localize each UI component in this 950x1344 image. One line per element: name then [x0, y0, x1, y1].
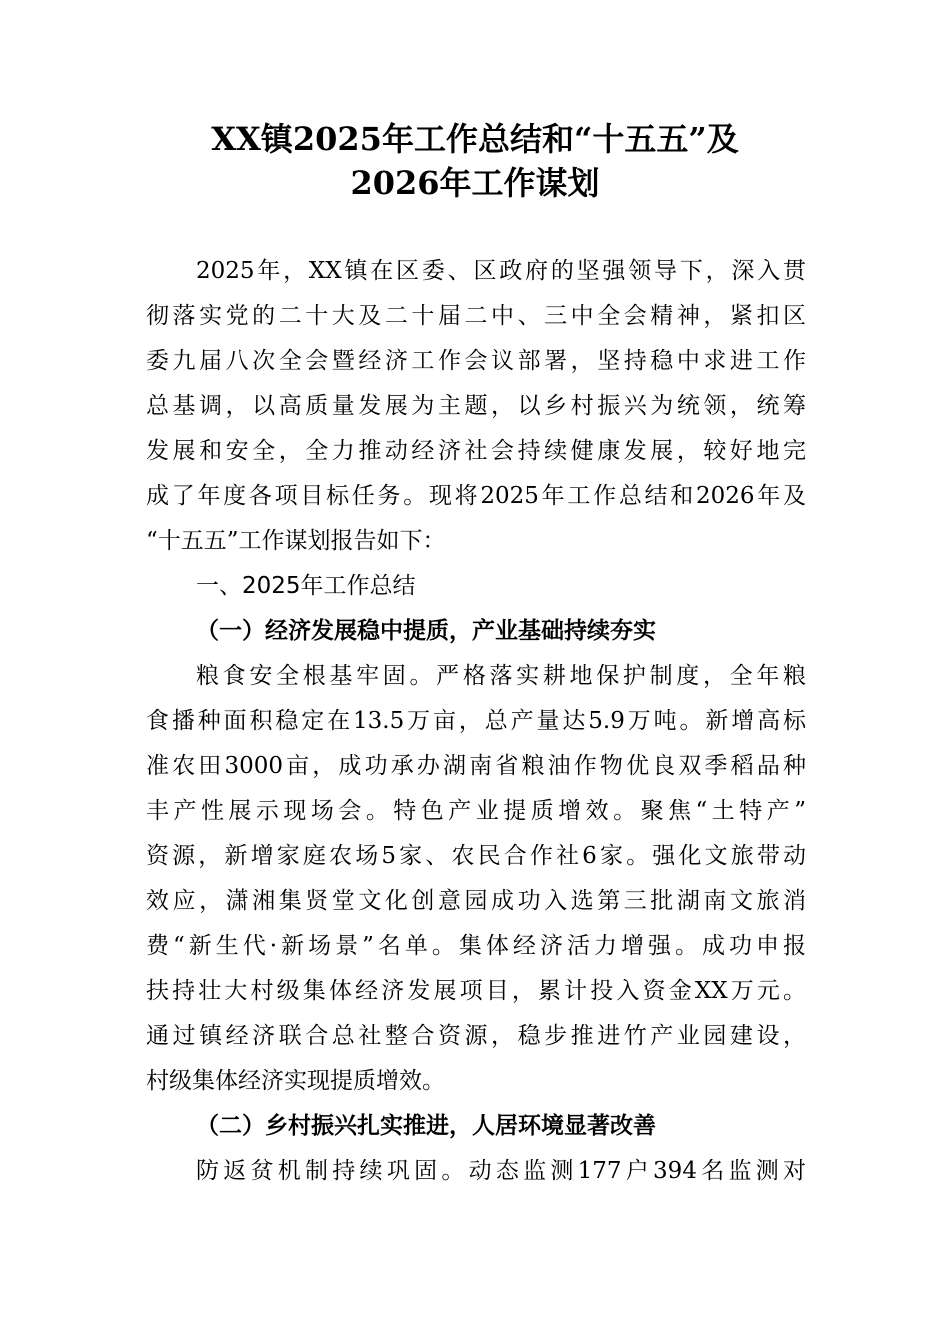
paragraph-line: 丰产性展示现场会。特色产业提质增效。聚焦“土特产”	[146, 798, 806, 824]
paragraph-line: 资源，新增家庭农场5家、农民合作社6家。强化文旅带动	[146, 843, 806, 869]
document-title-line-2: 2026年工作谋划	[350, 164, 600, 202]
section-heading: 一、2025年工作总结	[196, 573, 416, 599]
intro-line: 彻落实党的二十大及二十届二中、三中全会精神，紧扣区	[146, 303, 806, 329]
paragraph-line: 准农田3000亩，成功承办湖南省粮油作物优良双季稻品种	[146, 753, 806, 779]
intro-line: 成了年度各项目标任务。现将2025年工作总结和2026年及	[146, 483, 806, 509]
intro-line: 发展和安全，全力推动经济社会持续健康发展，较好地完	[146, 438, 806, 464]
paragraph-line: 食播种面积稳定在13.5万亩，总产量达5.9万吨。新增高标	[146, 708, 806, 734]
subsection-heading: （二）乡村振兴扎实推进，人居环境显著改善	[196, 1112, 656, 1139]
intro-line: 委九届八次全会暨经济工作会议部署，坚持稳中求进工作	[146, 348, 806, 374]
subsection-heading: （一）经济发展稳中提质，产业基础持续夯实	[196, 617, 656, 644]
paragraph-line: 效应，潇湘集贤堂文化创意园成功入选第三批湖南文旅消	[146, 888, 806, 914]
paragraph-line: 通过镇经济联合总社整合资源，稳步推进竹产业园建设，	[146, 1023, 806, 1049]
intro-line: 总基调，以高质量发展为主题，以乡村振兴为统领，统筹	[146, 393, 806, 419]
paragraph-line: 扶持壮大村级集体经济发展项目，累计投入资金XX万元。	[146, 978, 806, 1004]
paragraph-line: 费“新生代·新场景”名单。集体经济活力增强。成功申报	[146, 933, 806, 959]
intro-line: “十五五”工作谋划报告如下：	[146, 528, 446, 554]
intro-line: 2025年，XX镇在区委、区政府的坚强领导下，深入贯	[196, 258, 806, 284]
document-title-line-1: XX镇2025年工作总结和“十五五”及	[211, 120, 739, 158]
paragraph-line: 村级集体经济实现提质增效。	[146, 1068, 445, 1094]
paragraph-line: 防返贫机制持续巩固。动态监测177户394名监测对	[196, 1158, 806, 1184]
paragraph-line: 粮食安全根基牢固。严格落实耕地保护制度，全年粮	[196, 663, 806, 689]
